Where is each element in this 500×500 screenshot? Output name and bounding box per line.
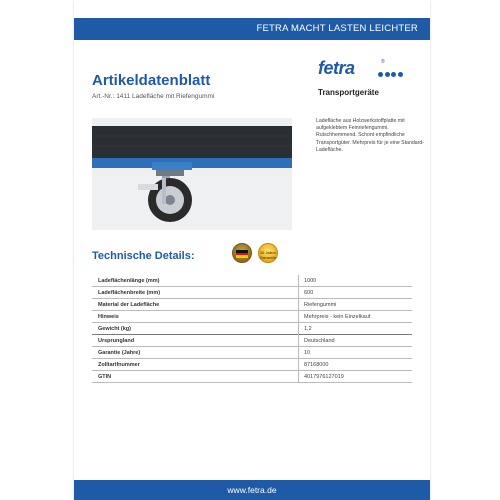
article-subtitle: Art.-Nr.: 1411 Ladefläche mit Riefengummi (92, 93, 215, 100)
logo-wordmark: fetra (318, 58, 355, 78)
product-image (92, 118, 292, 230)
spec-label: Ladeflächenlänge (mm) (98, 278, 160, 284)
logo-registered-mark: ® (381, 59, 385, 65)
spec-value: Riefengummi (304, 302, 337, 308)
spec-value: 10 (304, 350, 311, 356)
made-in-germany-badge-icon (232, 243, 252, 263)
spec-label: Garantie (Jahre) (98, 350, 141, 356)
table-row (92, 371, 412, 383)
table-row (92, 335, 412, 347)
spec-value: Deutschland (304, 338, 335, 344)
spec-value: Mehrpreis - kein Einzelkauf (304, 314, 371, 320)
table-row (92, 347, 412, 359)
warranty-badge-text: 10 Jahre Garantie (259, 250, 277, 260)
warranty-badge-icon (258, 243, 278, 263)
spec-label: Zolltarifnummer (98, 362, 140, 368)
spec-value: 87168000 (304, 362, 329, 368)
spec-value: 4017976127019 (304, 374, 344, 380)
spec-label: GTIN (98, 374, 112, 380)
table-row (92, 299, 412, 311)
table-row (92, 311, 412, 323)
spec-table (92, 275, 412, 383)
header-slogan: FETRA MACHT LASTEN LEICHTER (74, 18, 430, 40)
table-row (92, 275, 412, 287)
spec-label: Gewicht (kg) (98, 326, 132, 332)
table-row (92, 287, 412, 299)
footer-url[interactable]: www.fetra.de (74, 480, 430, 500)
spec-value: 1,2 (304, 326, 312, 332)
spec-value: 1000 (304, 278, 317, 284)
table-row (92, 359, 412, 371)
spec-label: Ursprungland (98, 338, 135, 344)
spec-label: Hinweis (98, 314, 119, 320)
datasheet-page (74, 0, 430, 500)
product-description: Ladefläche aus Holzwerkstoffplatte mit aufgeklebtem Feinriefengummi. Rutschhemmend. Schont empfindliche Transportgüter. Mehrpreis für je eine Standard-Ladefläche. (316, 118, 424, 153)
spec-label: Ladeflächenbreite (mm) (98, 290, 161, 296)
logo-dots-icon (378, 72, 403, 77)
technical-details-heading: Technische Details: (92, 250, 195, 262)
page-title: Artikeldatenblatt (92, 72, 211, 89)
spec-label: Material der Ladefläche (98, 302, 160, 308)
logo-tagline: Transportgeräte (318, 88, 379, 97)
table-row (92, 323, 412, 335)
product-photo (92, 118, 292, 230)
spec-value: 600 (304, 290, 314, 296)
fetra-logo (318, 58, 418, 98)
